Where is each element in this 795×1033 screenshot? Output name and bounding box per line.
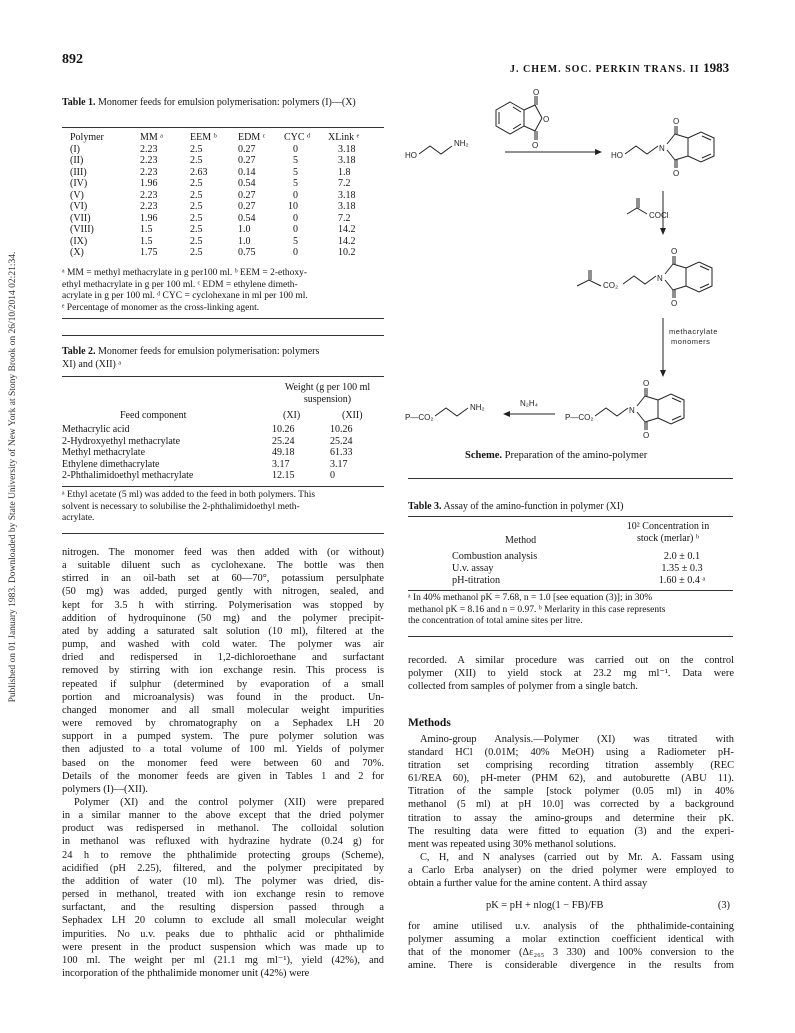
table3-caption-text: Assay of the amino-function in polymer (XI) (443, 501, 624, 512)
table1-footnote-line: ethyl methacrylate in g per 100 ml. ᶜ EDM = ethylene dimeth- (62, 279, 298, 290)
table3-caption (408, 501, 623, 514)
phthalimide-ring (637, 388, 684, 430)
table1-cell: 3.18 (338, 143, 356, 155)
table2-top-rule (62, 376, 384, 377)
table3-cell: 2.0 ± 0.1 (663, 551, 701, 562)
table1-cell: 0 (293, 189, 298, 201)
scheme-label: HO (611, 151, 623, 160)
paragraph-recorded (408, 654, 734, 693)
table2-label: Table 2. (62, 346, 96, 357)
download-notice: Published on 01 January 1983. Downloaded by State University of New York at Stony Brook on 26/10/2014 02:21:34. (8, 251, 18, 703)
table2-caption-line (62, 346, 392, 359)
table3 (452, 551, 732, 587)
table1 (62, 132, 384, 259)
table1-cell: 0.54 (238, 178, 256, 189)
scheme-label: NH₂ (470, 403, 485, 412)
table1-cell: 3.18 (338, 201, 356, 212)
journal-header (510, 60, 729, 76)
table1-cell: 0.75 (238, 247, 256, 258)
table2-cell: 12.15 (272, 470, 295, 481)
text-line: recorded. A similar procedure was carried out on the control (408, 655, 734, 666)
table2-footnote (62, 490, 392, 525)
table2-cell: 3.17 (330, 458, 348, 470)
table1-cell: 3.18 (338, 155, 356, 166)
table1-cell: 1.75 (140, 247, 158, 258)
text-line: Amino-group Analysis.—Polymer (XI) was titrated with (420, 733, 734, 745)
text-line: a Carlo Erba analyser) on the dried polymer were employed to (408, 865, 734, 877)
equation-block (408, 893, 734, 920)
table1-row (62, 144, 384, 156)
table3-cell: U.v. assay (452, 563, 494, 574)
table1-row (62, 201, 384, 213)
table1-cell: 0.27 (238, 189, 256, 201)
table1-cell: (II) (70, 155, 84, 166)
text-line: polymer assuming a molar extinction coefficient identical with (408, 933, 734, 945)
text-line: were present in the product suspension which was made up to (62, 941, 384, 953)
scheme-label: O (673, 169, 680, 178)
table2 (62, 424, 388, 482)
table3-cell: Combustion analysis (452, 551, 538, 562)
text-line: (50 mg) was added, purged gently with nitrogen, sealed, and (62, 586, 384, 598)
text-line: based on the monomer feed were between 60 and 70%. (62, 757, 384, 769)
table2-bottom-rule (62, 533, 384, 534)
text-line: Details of the monomer feeds are given in Tables 1 and 2 for (62, 770, 384, 782)
table1-row (62, 213, 384, 225)
table1-row (62, 155, 384, 167)
scheme-caption (465, 450, 647, 461)
table1-cell: (I) (70, 143, 80, 155)
text-line: ated by adding a saturated salt solution (10 ml), filtered at the (62, 625, 384, 637)
table2-cell: 3.17 (272, 458, 290, 470)
text-line: pump, and washed with cold water. The polymer was air (62, 639, 384, 651)
text-line: Polymer (XI) and the control polymer (XII) were prepared (74, 796, 384, 808)
text-line: portion and microanalysis) was found in the product. Un- (62, 691, 384, 703)
table1-header: MM ᵃ (140, 132, 164, 143)
arrowhead (595, 149, 602, 155)
table1-cell: 2.5 (190, 155, 203, 166)
table2-subheader: (XI) (283, 410, 301, 421)
text-line: stirred in an oil-bath set at 60—70°, potassium persulphate (62, 573, 384, 585)
table1-cell: (VI) (70, 201, 88, 212)
text-line: impurities. No u.v. peaks due to phthalic acid or phthalimide (62, 928, 384, 940)
text-line: 100 ml. The weight per ml (21.1 mg ml⁻¹), yield (42%), and (62, 954, 384, 966)
scheme-label: O (543, 115, 550, 124)
journal-year: 1983 (703, 60, 730, 75)
table1-bottom-rule (62, 318, 384, 319)
table3-col2-header (603, 521, 733, 545)
table1-header: Polymer (70, 132, 104, 143)
text-line: nitrogen. The monomer feed was then added with (or without) (62, 547, 384, 558)
text-line: removed by stirring with ion exchange resin. This process is (62, 665, 384, 677)
table2-footnote-line: acrylate. (62, 513, 95, 523)
table2-row (62, 470, 388, 482)
text-line: amine. There is considerable divergence in the results from (408, 959, 734, 971)
table1-cell: 2.5 (190, 178, 203, 189)
table1-cell: 0.14 (238, 166, 256, 178)
scheme-label: CO₂ (603, 281, 619, 290)
table1-cell: 0.27 (238, 143, 256, 155)
table2-cell: 2-Phthalimidoethyl methacrylate (62, 470, 194, 481)
text-line: then adjusted to a total volume of 100 ml. Yields of polymer (62, 744, 384, 756)
text-line: titration set comprising recording titration assembly (REC (408, 759, 734, 771)
table1-cell: 2.23 (140, 166, 158, 178)
scheme-label: P—CO₂ (565, 413, 594, 422)
phthalimide-ring (665, 256, 712, 298)
table3-label: Table 3. (408, 501, 442, 512)
table1-footnote-line: ᵃ MM = methyl methacrylate in g per100 ml. ᵇ EEM = 2-ethoxy- (62, 268, 307, 278)
text-line: were removed by chromatography on a Sephadex LH 20 (62, 718, 384, 730)
table1-cell: (IV) (70, 178, 88, 189)
text-line: kept for 3.5 h with stirring. Polymerisation was stopped by (62, 599, 384, 611)
text-line: support in a pumped system. The pure polymer solution was (62, 731, 384, 743)
text-line: collected from samples of polymer from a single batch. (408, 681, 638, 693)
table3-footnote-line: the concentration of total amine sites per litre. (408, 616, 583, 626)
table1-cell: (V) (70, 189, 84, 201)
table1-cell: 0 (293, 247, 298, 258)
scheme-label: N₂H₄ (520, 399, 538, 408)
table1-cell: 5 (293, 235, 298, 247)
table1-cell: 2.5 (190, 201, 203, 212)
table1-row (62, 236, 384, 248)
text-line: Titration of the sample [stock polymer (0.05 ml) in 40% (408, 786, 734, 798)
table2-cell: 10.26 (272, 424, 295, 435)
table1-cell: 2.63 (190, 166, 208, 178)
chain (595, 408, 628, 416)
table2-row (62, 424, 388, 436)
scheme-label: N (629, 406, 635, 415)
table1-cell: 2.23 (140, 143, 158, 155)
reagent-chain (627, 208, 647, 214)
scheme-caption-text: Preparation of the amino-polymer (504, 450, 648, 461)
table1-cell: 1.0 (238, 235, 251, 247)
table1-row (62, 224, 384, 236)
table1-cell: 2.5 (190, 247, 203, 258)
table1-row (62, 167, 384, 179)
text-line: The resulting data were fitted to equation (3) and the experi- (408, 825, 734, 837)
text-line: 61/REA 60), pH-meter (PHM 62), and autoburette (ABU 11). (408, 773, 734, 785)
table2-cell: 25.24 (272, 435, 295, 447)
table2-top-rule-outer (62, 335, 384, 336)
phthalimide-ring (667, 126, 714, 168)
scheme-label: O (643, 379, 650, 388)
table2-cell: 10.26 (330, 424, 353, 435)
text-line: product was redispersed in methanol. The colloidal solution (62, 823, 384, 835)
table1-cell: 1.8 (338, 166, 351, 178)
text-line: changed monomer and all small molecular weight impurities (62, 704, 384, 716)
table3-header-line: 10² Concentration in (626, 521, 710, 532)
scheme-label: P—CO₂ (405, 413, 434, 422)
table1-header: EDM ᶜ (238, 132, 266, 143)
table2-weight-header-line: suspension) (303, 393, 352, 405)
table1-cell: 2.5 (190, 235, 203, 247)
paragraph-2 (62, 796, 384, 980)
table1-cell: 0 (293, 143, 298, 155)
table1-cell: 2.23 (140, 201, 158, 212)
table3-row (452, 551, 732, 563)
table1-cell: 10 (288, 201, 298, 212)
table2-cell: 49.18 (272, 447, 295, 458)
page-number: 892 (62, 52, 83, 67)
table1-cell: 1.96 (140, 178, 158, 189)
text-line: dried and redispersed in 1,2-dichloroethane and surfactant (62, 652, 384, 664)
table3-footnote-line: methanol pK = 8.16 and n = 0.97. ᵇ Merlarity in this case represents (408, 604, 666, 615)
table1-footnote-line: ᵉ Percentage of monomer as the cross-linking agent. (62, 302, 260, 313)
text-line: that of the monomer (Δε₂₆₅ 3 330) and 100% conversion to the (408, 946, 734, 958)
table1-label: Table 1. (62, 97, 96, 108)
table2-cell: 25.24 (330, 435, 353, 447)
table3-row (452, 575, 732, 587)
table1-cell: 2.5 (190, 224, 203, 235)
table1-cell: 1.5 (140, 235, 153, 247)
table1-cell: (IX) (70, 235, 88, 247)
table1-cell: (X) (70, 247, 84, 258)
scheme-diagram (405, 88, 745, 438)
text-line: incorporation of the phthalimide monomer unit (42%) were (62, 968, 310, 979)
text-line: polymers (I)—(XII). (62, 783, 148, 795)
text-line: persed in methanol, treated with ion exchange resin to remove (62, 889, 384, 901)
table1-cell: 7.2 (338, 212, 351, 224)
table2-footnote-line: ᵃ Ethyl acetate (5 ml) was added to the feed in both polymers. This (62, 490, 316, 500)
table1-cell: 0.54 (238, 212, 256, 224)
text-line: surfactant, and the resulting dispersion passed through a (62, 902, 384, 914)
table3-cell: 1.60 ± 0.4 ᵃ (658, 575, 706, 586)
table1-cell: 1.96 (140, 212, 158, 224)
chain (623, 276, 656, 284)
table3-top-rule (408, 516, 733, 517)
scheme-label: COCl (649, 211, 669, 220)
table2-caption-line: XI) and (XII) ᵃ (62, 358, 122, 370)
table1-cell: (VII) (70, 212, 91, 224)
table1-cell: 2.5 (190, 189, 203, 201)
table3-cell: 1.35 ± 0.3 (661, 563, 703, 574)
table3-col1-header: Method (505, 535, 537, 546)
scheme-label: N (659, 144, 665, 153)
table1-cell: 0.27 (238, 155, 256, 166)
table1-cell: 14.2 (338, 235, 356, 247)
table1-cell: 5 (293, 155, 298, 166)
table1-footnote-line: acrylate in g per 100 ml. ᵈ CYC = cyclohexane in ml per 100 ml. (62, 291, 308, 301)
text-line: standard HCl (0.01M; 40% MeOH) using a Radiometer pH- (408, 746, 734, 758)
table2-cell: 2-Hydroxyethyl methacrylate (62, 435, 181, 447)
paragraph-1 (62, 546, 384, 796)
text-line: C, H, and N analyses (carried out by Mr. A. Fassam using (420, 852, 734, 864)
text-line: obtain a further value for the amine content. A third assay (408, 878, 648, 890)
table1-header: CYC ᵈ (284, 132, 311, 143)
scheme-label: O (671, 299, 678, 308)
chain (435, 408, 468, 416)
table1-cell: 2.5 (190, 143, 203, 155)
table3-footnote-line: ᵃ In 40% methanol pK = 7.68, n = 1.0 [see equation (3)]; in 30% (408, 593, 653, 603)
table2-caption-text: Monomer feeds for emulsion polymerisation: polymers (98, 346, 320, 357)
table1-cell: 0.27 (238, 201, 256, 212)
table1-footnote (62, 268, 392, 314)
equation: pK = pH + nlog(1 − FB)/FB (486, 899, 604, 911)
monomer-chain (577, 280, 601, 286)
arrowhead (660, 228, 666, 235)
table2-cell: Methyl methacrylate (62, 447, 146, 458)
table1-caption (62, 97, 384, 110)
text-line: Sephadex LH 20 column to exclude all small molecular weight (62, 915, 384, 927)
scheme-caption-label: Scheme. (465, 450, 503, 461)
table3-bottom-rule (408, 636, 733, 637)
table1-row (62, 190, 384, 202)
scheme-label: O (533, 88, 540, 97)
table2-cell: 61.33 (330, 447, 353, 458)
table2-caption (62, 346, 392, 371)
table1-cell: (VIII) (70, 224, 94, 235)
text-line: titration to assay the amino-groups and determine their pK. (408, 812, 734, 824)
table3-header-line: stock (merlar) ᵇ (637, 533, 699, 544)
table1-header: XLink ᵉ (328, 132, 360, 143)
methods-heading: Methods (408, 717, 451, 730)
paragraph-amino-analysis (408, 733, 734, 851)
table1-cell: 2.23 (140, 155, 158, 166)
table1-cell: 1.0 (238, 224, 251, 235)
table2-weight-header-line: Weight (g per 100 ml (284, 382, 371, 393)
table1-cell: (III) (70, 166, 87, 178)
text-line: a suitable diluent such as cyclohexane. The bottle was then (62, 560, 384, 572)
table2-cell: Methacrylic acid (62, 424, 130, 435)
scheme-label: HO (405, 151, 417, 160)
scheme-rule (408, 478, 733, 479)
text-line: for amine utilised u.v. analysis of the phthalimide-containing (408, 920, 734, 932)
scheme-label: monomers (671, 337, 711, 346)
left-column-text (62, 546, 384, 980)
chain (419, 146, 452, 154)
equation-number: (3) (717, 899, 730, 911)
table1-cell: 5 (293, 166, 298, 178)
table2-mid-rule (62, 486, 384, 487)
chain (625, 146, 658, 154)
text-line: polymer (XII) to yield stock at 23.2 mg ml⁻¹. Data were (408, 668, 734, 680)
table1-cell: 0 (293, 224, 298, 235)
table2-weight-header (270, 382, 385, 405)
text-line: in methanol was refluxed with hydrazine hydrate (0.24 g) for (62, 836, 384, 848)
table2-row (62, 447, 388, 459)
text-line: methanol (5 ml) at pH 10.0] was corrected by a background (408, 799, 734, 811)
text-line: repeated if sulphur (determined by evaporation of a small (62, 678, 384, 690)
scheme-label: NH₂ (454, 139, 469, 148)
text-line: addition of hydroquinone (50 mg) and the polymer precipit- (62, 612, 384, 624)
table1-cell: 1.5 (140, 224, 153, 235)
text-line: 24 h to remove the phthalimide protecting groups (Scheme), (62, 849, 384, 861)
table1-top-rule (62, 127, 384, 128)
text-line: acidified (pH 2.25), filtered, and the polymer precipitated by (62, 862, 384, 874)
table1-cell: 3.18 (338, 189, 356, 201)
scheme-label: O (643, 431, 650, 438)
table2-cell: Ethylene dimethacrylate (62, 458, 160, 470)
table3-mid-rule (408, 590, 733, 591)
scheme-label: methacrylate (669, 327, 718, 336)
right-column-text (408, 654, 734, 972)
table2-row (62, 459, 388, 471)
scheme-label: O (671, 247, 678, 256)
table3-footnote (408, 593, 738, 628)
paragraph-uv-analysis (408, 920, 734, 973)
table1-cell: 10.2 (338, 247, 356, 258)
table2-footnote-line: solvent is necessary to solubilise the 2-phthalimidoethyl meth- (62, 501, 300, 512)
table1-row (62, 178, 384, 190)
arrowhead (503, 411, 510, 417)
table1-cell: 14.2 (338, 224, 356, 235)
table1-cell: 7.2 (338, 178, 351, 189)
table2-cell: 0 (330, 470, 335, 481)
table1-cell: 0 (293, 212, 298, 224)
table1-cell: 2.5 (190, 212, 203, 224)
text-line: in a similar manner to the above except that the dried polymer (62, 810, 384, 822)
journal-name: J. CHEM. SOC. PERKIN TRANS. II (510, 64, 700, 75)
scheme-label: O (673, 117, 680, 126)
table1-header: EEM ᵇ (190, 132, 217, 143)
paragraph-chn-analysis (408, 851, 734, 890)
scheme-label: N (657, 274, 663, 283)
table1-header-row (62, 132, 384, 144)
table2-col-header: Feed component (120, 410, 187, 421)
table1-cell: 2.23 (140, 189, 158, 201)
text-line: ment was repeated using 30% methanol solutions. (408, 838, 617, 850)
table2-subheader: (XII) (342, 410, 363, 421)
table1-cell: 5 (293, 178, 298, 189)
table1-caption-text: Monomer feeds for emulsion polymerisation: polymers (I)—(X) (98, 97, 356, 108)
table1-row (62, 247, 384, 259)
table3-row (452, 563, 732, 575)
arrowhead (660, 370, 666, 377)
table2-row (62, 436, 388, 448)
text-line: the addition of water (10 ml). The polymer was dried, dis- (62, 875, 384, 887)
scheme-label: O (532, 141, 539, 150)
phthalic-anhydride (496, 96, 542, 140)
table3-cell: pH-titration (452, 575, 501, 586)
